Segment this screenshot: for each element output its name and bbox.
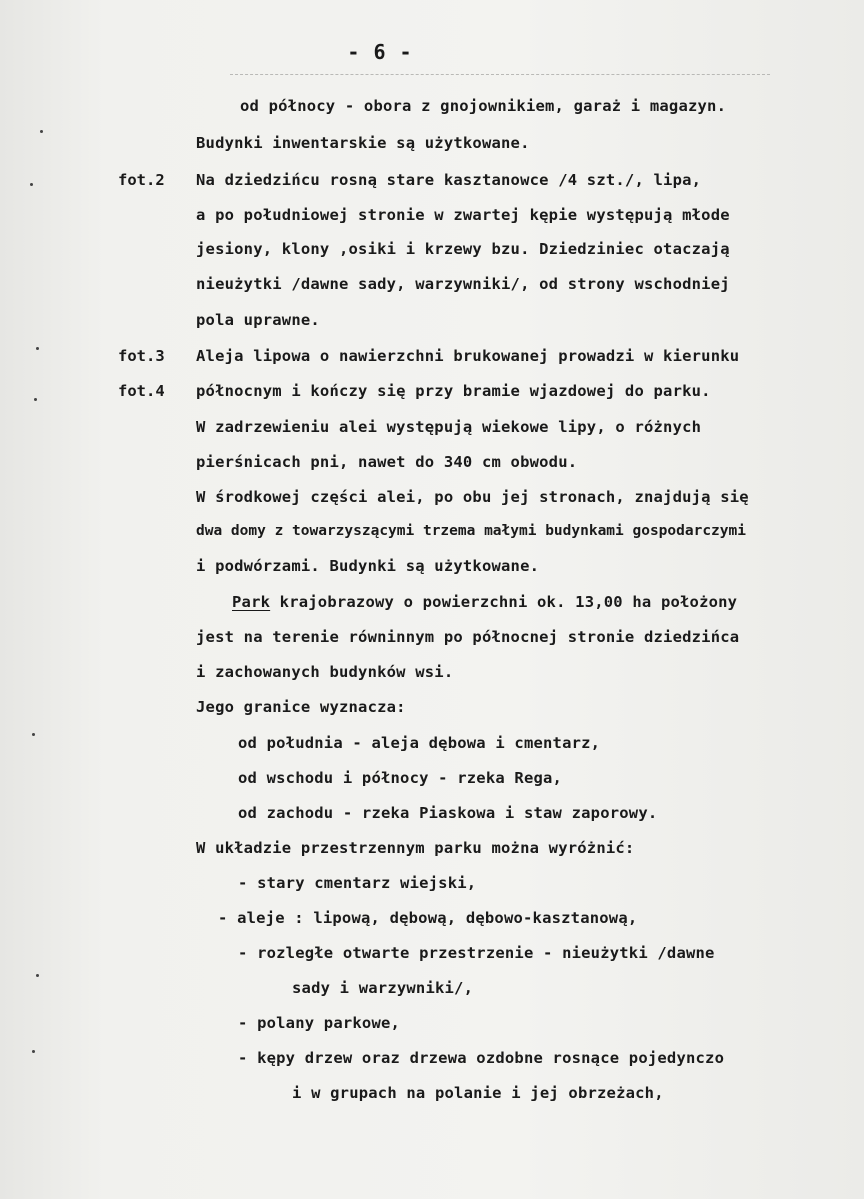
margin-dot — [32, 1050, 35, 1053]
margin-dot — [40, 130, 43, 133]
text-line: i zachowanych budynków wsi. — [196, 663, 454, 681]
text-line — [232, 592, 737, 612]
margin-dot — [30, 183, 33, 186]
text-line: od wschodu i północy - rzeka Rega, — [238, 769, 563, 787]
margin-dot — [32, 733, 35, 736]
text-line: od południa - aleja dębowa i cmentarz, — [238, 734, 601, 752]
text-line: i podwórzami. Budynki są użytkowane. — [196, 557, 540, 575]
text-line: jesiony, klony ,osiki i krzewy bzu. Dziedziniec otaczają — [196, 240, 730, 258]
text-line: pola uprawne. — [196, 311, 320, 329]
text-line: - rozległe otwarte przestrzenie - nieużytki /dawne — [238, 944, 715, 962]
margin-dot — [34, 398, 37, 401]
text-line: i w grupach na polanie i jej obrzeżach, — [292, 1084, 664, 1102]
text-line: sady i warzywniki/, — [292, 979, 474, 997]
text-line: od północy - obora z gnojownikiem, garaż i magazyn. — [240, 97, 727, 115]
park-heading: Park — [232, 593, 271, 611]
text-line: Budynki inwentarskie są użytkowane. — [196, 134, 530, 152]
text-line: Aleja lipowa o nawierzchni brukowanej prowadzi w kierunku — [196, 347, 740, 365]
margin-note-fot2: fot.2 — [118, 171, 165, 189]
text-line: jest na terenie równinnym po północnej stronie dziedzińca — [196, 628, 740, 646]
faint-rule — [230, 74, 770, 75]
text-line: dwa domy z towarzyszącymi trzema małymi budynkami gospodarczymi — [196, 523, 746, 539]
text-line: - aleje : lipową, dębową, dębowo-kasztanową, — [218, 909, 638, 927]
text-line: - stary cmentarz wiejski, — [238, 874, 477, 892]
text-line: od zachodu - rzeka Piaskowa i staw zaporowy. — [238, 804, 658, 822]
margin-note-fot4: fot.4 — [118, 382, 165, 400]
text-line: północnym i kończy się przy bramie wjazdowej do parku. — [196, 382, 711, 400]
text-line: a po południowej stronie w zwartej kępie występują młode — [196, 206, 730, 224]
park-description: krajobrazowy o powierzchni ok. 13,00 ha położony — [270, 593, 738, 611]
margin-note-fot3: fot.3 — [118, 347, 165, 365]
text-line: W zadrzewieniu alei występują wiekowe lipy, o różnych — [196, 418, 702, 436]
text-line: Jego granice wyznacza: — [196, 698, 406, 716]
margin-dot — [36, 974, 39, 977]
text-line: nieużytki /dawne sady, warzywniki/, od strony wschodniej — [196, 275, 730, 293]
text-line: pierśnicach pni, nawet do 340 cm obwodu. — [196, 453, 578, 471]
text-line: W środkowej części alei, po obu jej stronach, znajdują się — [196, 488, 749, 506]
margin-dot — [36, 347, 39, 350]
text-line: W układzie przestrzennym parku można wyróżnić: — [196, 839, 635, 857]
text-line: - kępy drzew oraz drzewa ozdobne rosnące pojedynczo — [238, 1049, 725, 1067]
text-line: - polany parkowe, — [238, 1014, 401, 1032]
text-line: Na dziedzińcu rosną stare kasztanowce /4 szt./, lipa, — [196, 171, 702, 189]
page-number: - 6 - — [347, 40, 413, 64]
